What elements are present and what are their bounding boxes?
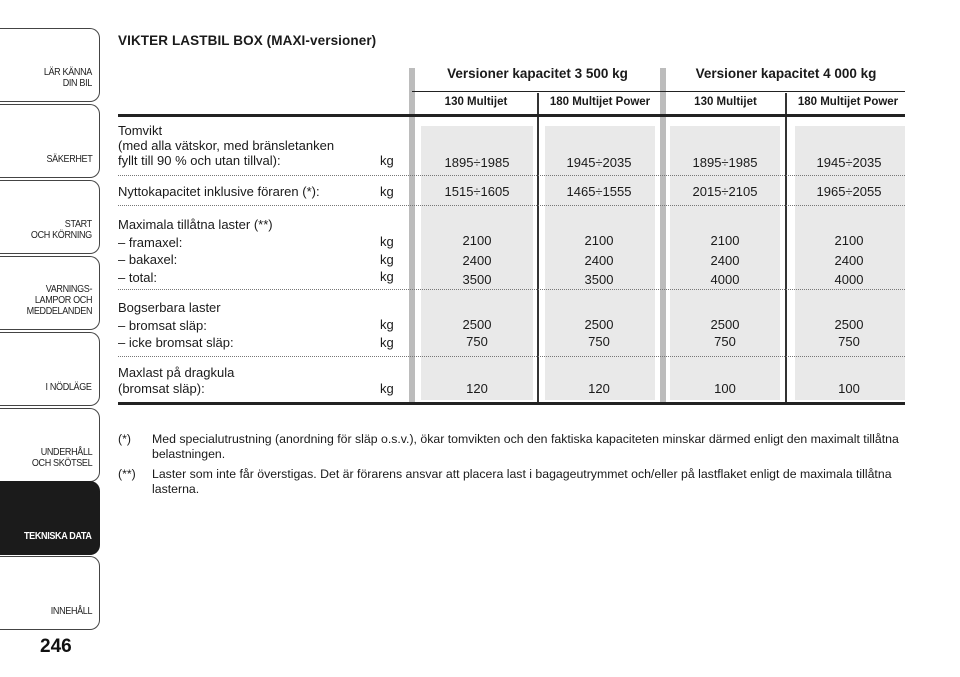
tab-start-och-korning[interactable] bbox=[0, 180, 100, 254]
tab-label: I NÖDLÄGE bbox=[45, 381, 92, 393]
tab-sakerhet[interactable] bbox=[0, 104, 100, 178]
table-cell: 1515÷1605 bbox=[444, 184, 510, 199]
footnote-marker: (**) bbox=[118, 467, 136, 481]
table-cell: 1945÷2035 bbox=[816, 155, 882, 170]
tab-label: INNEHÅLL bbox=[50, 605, 92, 617]
tab-lar-kanna-din-bil[interactable] bbox=[0, 28, 100, 102]
row-label: Nyttokapacitet inklusive föraren (*): bbox=[118, 184, 320, 199]
column-header: 180 Multijet Power bbox=[549, 96, 651, 108]
table-cell: 2500 750 bbox=[834, 317, 864, 349]
tab-label: SÄKERHET bbox=[46, 153, 92, 165]
footnotes bbox=[118, 432, 908, 502]
row-label: Bogserbara laster – bromsat släp: – icke bromsat släp: bbox=[118, 300, 234, 350]
table-cell: 2100 2400 3500 bbox=[584, 233, 614, 287]
tab-underhall[interactable] bbox=[0, 408, 100, 482]
table-cell: 2500 750 bbox=[710, 317, 740, 349]
row-divider bbox=[118, 289, 905, 290]
row-unit: kg bbox=[380, 184, 394, 199]
column-separator bbox=[785, 93, 787, 404]
tab-innehall[interactable] bbox=[0, 556, 100, 630]
table-cell: 100 bbox=[714, 381, 736, 396]
row-unit: kg kg kg bbox=[380, 234, 394, 284]
footnote-text: Med specialutrustning (anordning för släp o.s.v.), ökar tomvikten och den faktiska kapaciteten minskar därmed enligt den maximalt tillåtna belastningen. bbox=[152, 432, 899, 461]
tab-label: VARNINGS- LAMPOR OCH MEDDELANDEN bbox=[26, 283, 92, 317]
table-cell: 2100 2400 3500 bbox=[462, 233, 492, 287]
tab-varningslampor[interactable] bbox=[0, 256, 100, 330]
table-cell: 1965÷2055 bbox=[816, 184, 882, 199]
tab-label: UNDERHÅLL OCH SKÖTSEL bbox=[31, 446, 92, 469]
tab-i-nodlage[interactable] bbox=[0, 332, 100, 406]
page-number: 246 bbox=[40, 636, 72, 657]
table-cell: 2015÷2105 bbox=[692, 184, 758, 199]
page-title: VIKTER LASTBIL BOX (MAXI-versioner) bbox=[118, 33, 377, 48]
column-header: 180 Multijet Power bbox=[797, 96, 899, 108]
tab-label: TEKNISKA DATA bbox=[24, 530, 92, 542]
footnote-text: Laster som inte får överstigas. Det är förarens ansvar att placera last i bagageutrymmet och/eller på lastflaket enligt de maximala tillåtna lasterna. bbox=[152, 467, 892, 496]
row-label: Tomvikt (med alla vätskor, med bränsletanken fyllt till 90 % och utan tillval): bbox=[118, 123, 335, 168]
table-cell: 1895÷1985 bbox=[692, 155, 758, 170]
table-cell: 2100 2400 4000 bbox=[834, 233, 864, 287]
tab-label: LÄR KÄNNA DIN BIL bbox=[43, 66, 92, 89]
column-header: 130 Multijet bbox=[694, 96, 757, 108]
table-cell: 2500 750 bbox=[462, 317, 492, 349]
tab-label: START OCH KÖRNING bbox=[31, 218, 92, 241]
footnote bbox=[118, 467, 908, 497]
row-divider bbox=[118, 356, 905, 357]
header-rule bbox=[412, 91, 905, 92]
table-bottom-rule bbox=[118, 402, 905, 405]
row-divider bbox=[118, 175, 905, 176]
table-top-rule bbox=[118, 114, 905, 117]
row-unit: kg bbox=[380, 381, 394, 396]
group-separator bbox=[409, 68, 415, 404]
row-label: Maxlast på dragkula (bromsat släp): bbox=[118, 365, 235, 396]
row-unit: kg bbox=[380, 153, 394, 168]
table-cell: 120 bbox=[466, 381, 488, 396]
footnote-marker: (*) bbox=[118, 432, 131, 446]
table-cell: 2100 2400 4000 bbox=[710, 233, 740, 287]
group-header-3500: Versioner kapacitet 3 500 kg bbox=[447, 66, 628, 81]
column-header: 130 Multijet bbox=[444, 96, 508, 108]
table-cell: 2500 750 bbox=[584, 317, 614, 349]
table-cell: 1895÷1985 bbox=[444, 155, 510, 170]
row-label: Maximala tillåtna laster (**) – framaxel: – bakaxel: – total: bbox=[118, 217, 273, 285]
table-cell: 120 bbox=[588, 381, 610, 396]
tab-tekniska-data[interactable] bbox=[0, 481, 100, 555]
table-cell: 1465÷1555 bbox=[566, 184, 632, 199]
footnote bbox=[118, 432, 908, 462]
row-unit: kg kg bbox=[380, 317, 394, 350]
table-cell: 1945÷2035 bbox=[566, 155, 632, 170]
group-header-4000: Versioner kapacitet 4 000 kg bbox=[695, 66, 877, 81]
table-cell: 100 bbox=[838, 381, 860, 396]
row-divider bbox=[118, 205, 905, 206]
